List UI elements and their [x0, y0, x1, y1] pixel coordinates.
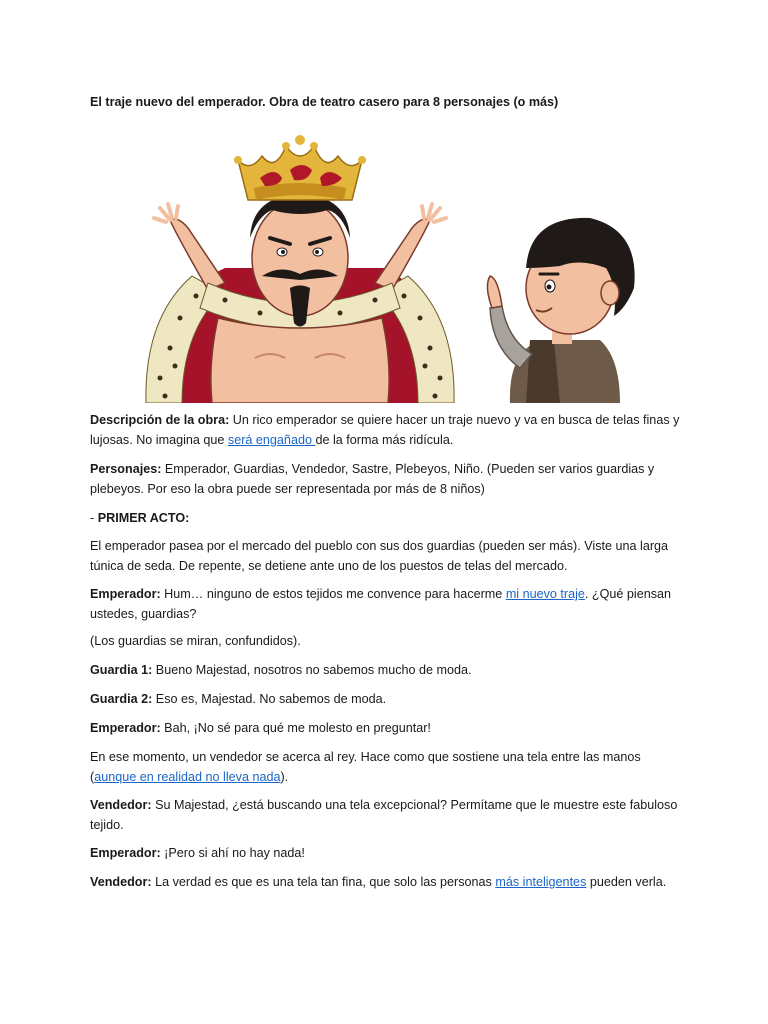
act-heading: - PRIMER ACTO: — [90, 511, 190, 525]
dialogue-vendedor-1: Vendedor: Su Majestad, ¿está buscando una tela excepcional? Permítame que le muestre este fabuloso tejido. — [90, 798, 678, 832]
speaker-label: Emperador: — [90, 846, 161, 860]
speaker-label: Emperador: — [90, 587, 161, 601]
act-label: PRIMER ACTO: — [97, 511, 190, 525]
dialogue-emperador-1: Emperador: Hum… ninguno de estos tejidos me convence para hacerme mi nuevo traje. ¿Qué piensan ustedes, guardias? — [90, 587, 672, 621]
stage-direction: (Los guardias se miran, confundidos). — [90, 634, 301, 648]
speaker-label: Vendedor: — [90, 875, 152, 889]
dialogue-vendedor-2: Vendedor: La verdad es que es una tela tan fina, que solo las personas más inteligentes pueden verla. — [90, 875, 667, 889]
link-mi-nuevo-traje[interactable]: mi nuevo traje — [505, 587, 585, 601]
vendor-arrival-paragraph: En ese momento, un vendedor se acerca al rey. Hace como que sostiene una tela entre las manos (aunque en realidad no lleva nada). — [90, 750, 641, 784]
link-aunque-en-realidad[interactable]: aunque en realidad no lleva nada — [94, 769, 281, 784]
speaker-label: Emperador: — [90, 721, 161, 735]
description-paragraph: Descripción de la obra: Un rico emperador se quiere hacer un traje nuevo y va en busca de telas finas y lujosas. No imagina que será engañado de la forma más ridícula. — [90, 413, 680, 447]
document-title: El traje nuevo del emperador. Obra de teatro casero para 8 personajes (o más) — [90, 95, 559, 109]
speaker-label: Guardia 2: — [90, 692, 153, 706]
link-sera-enganado[interactable]: será engañado — [227, 432, 316, 447]
speaker-label: Vendedor: — [90, 798, 152, 812]
dialogue-guardia-1: Guardia 1: Bueno Majestad, nosotros no sabemos mucho de moda. — [90, 663, 472, 677]
emperor-illustration — [130, 118, 660, 403]
link-mas-inteligentes[interactable]: más inteligentes — [495, 875, 587, 889]
characters-label: Personajes: — [90, 462, 162, 476]
scene-paragraph: El emperador pasea por el mercado del pueblo con sus dos guardias (pueden ser más). Viste una larga túnica de seda. De repente, se detiene ante uno de los puestos de telas del mercado. — [90, 539, 669, 573]
dialogue-emperador-3: Emperador: ¡Pero si ahí no hay nada! — [90, 846, 305, 860]
dialogue-guardia-2: Guardia 2: Eso es, Majestad. No sabemos de moda. — [90, 692, 387, 706]
characters-paragraph: Personajes: Emperador, Guardias, Vendedor, Sastre, Plebeyos, Niño. (Pueden ser varios guardias y plebeyos. Por eso la obra puede ser representada por más de 8 niños) — [90, 462, 655, 496]
description-label: Descripción de la obra: — [90, 413, 230, 427]
speaker-label: Guardia 1: — [90, 663, 153, 677]
dialogue-emperador-2: Emperador: Bah, ¡No sé para qué me molesto en preguntar! — [90, 721, 431, 735]
